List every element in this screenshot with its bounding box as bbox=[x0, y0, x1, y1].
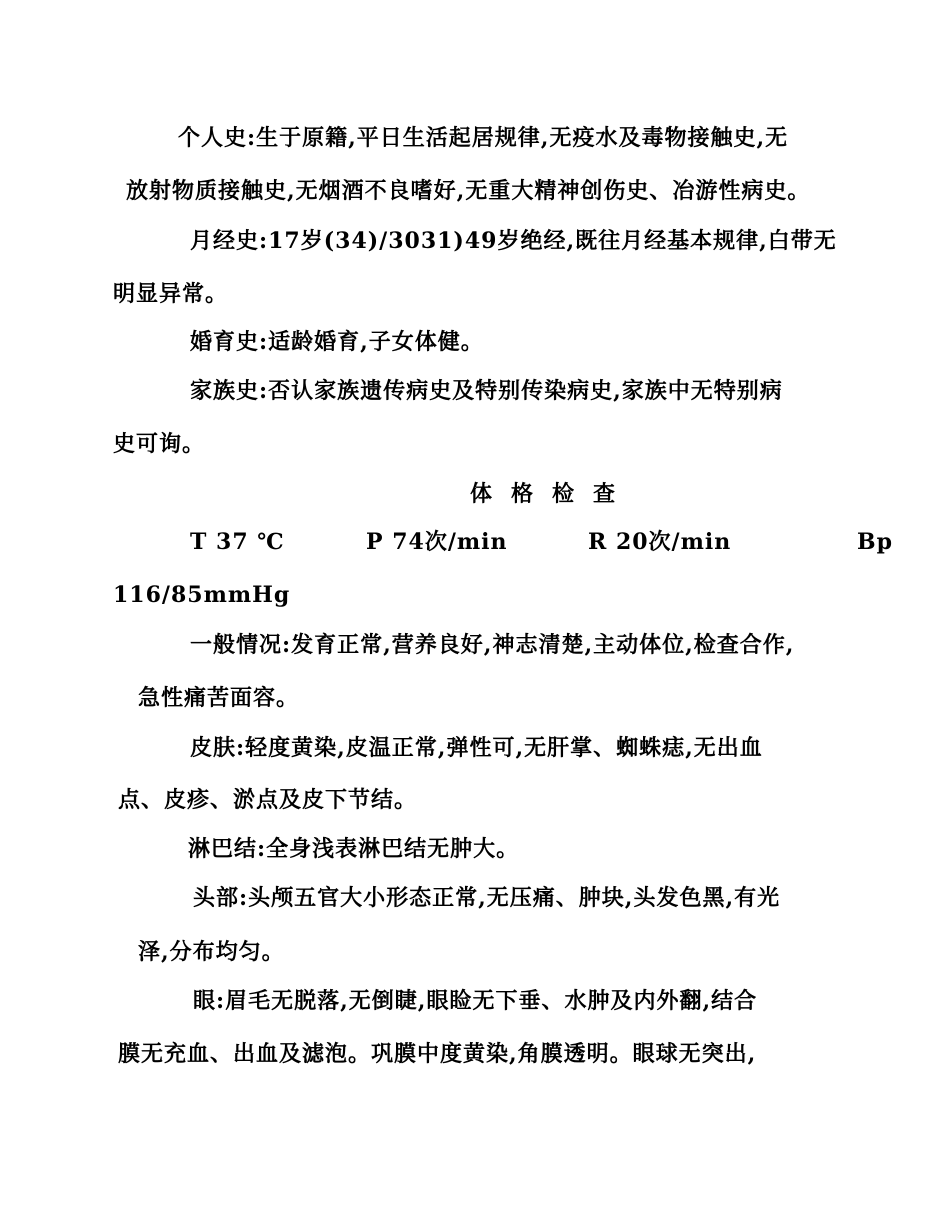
skin-line-2: 点、皮疹、淤点及皮下节结。 bbox=[118, 787, 418, 813]
general-condition-line-2: 急性痛苦面容。 bbox=[138, 685, 300, 711]
general-condition-line-1: 一般情况:发育正常,营养良好,神志清楚,主动体位,检查合作, bbox=[190, 632, 795, 658]
menstrual-history-line-2: 明显异常。 bbox=[113, 281, 229, 307]
eye-line-2: 膜无充血、出血及滤泡。巩膜中度黄染,角膜透明。眼球无突出, bbox=[118, 1041, 757, 1067]
head-line-2: 泽,分布均匀。 bbox=[138, 939, 285, 965]
head-line-1: 头部:头颅五官大小形态正常,无压痛、肿块,头发色黑,有光 bbox=[193, 885, 781, 911]
family-history-line-1: 家族史:否认家族遗传病史及特别传染病史,家族中无特别病 bbox=[190, 378, 783, 404]
vital-bp-value: 116/85mmHg bbox=[113, 582, 291, 608]
lymph-node-line: 淋巴结:全身浅表淋巴结无肿大。 bbox=[188, 836, 520, 862]
vital-bp-label: Bp bbox=[857, 529, 893, 555]
personal-history-line-2: 放射物质接触史,无烟酒不良嗜好,无重大精神创伤史、冶游性病史。 bbox=[126, 178, 811, 204]
personal-history-line-1: 个人史:生于原籍,平日生活起居规律,无疫水及毒物接触史,无 bbox=[178, 125, 789, 151]
vital-pulse: P 74次/min bbox=[366, 529, 508, 555]
family-history-line-2: 史可询。 bbox=[113, 431, 206, 457]
menstrual-history-line-1: 月经史:17岁(34)/3031)49岁绝经,既往月经基本规律,白带无 bbox=[190, 228, 837, 254]
marital-history-line: 婚育史:适龄婚育,子女体健。 bbox=[190, 329, 484, 355]
eye-line-1: 眼:眉毛无脱落,无倒睫,眼睑无下垂、水肿及内外翻,结合 bbox=[193, 988, 758, 1014]
vital-respiration: R 20次/min bbox=[588, 529, 732, 555]
skin-line-1: 皮肤:轻度黄染,皮温正常,弹性可,无肝掌、蜘蛛痣,无出血 bbox=[190, 735, 763, 761]
vital-temperature: T 37 ℃ bbox=[190, 529, 285, 555]
physical-exam-heading: 体格检查 bbox=[470, 481, 635, 507]
